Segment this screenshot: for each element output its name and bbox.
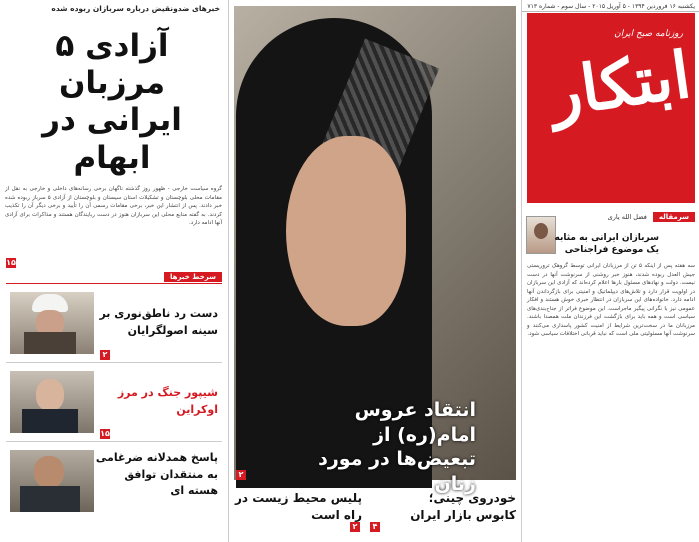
main-headline[interactable]: آزادی ۵ مرزبان ایرانی در ابهام (42, 28, 182, 176)
news-item[interactable] (6, 288, 222, 363)
face-shape (36, 379, 64, 411)
news-thumbnail (10, 450, 94, 512)
story-chinese-cars[interactable]: خودروی چینی؛ کابوس بازار ایران (410, 491, 516, 522)
news-section-bar (6, 272, 222, 284)
dateline: یکشنبه ۱۶ فروردین ۱۳۹۴ - ۵ آوریل ۲۰۱۵ - سال سوم - شماره ۷۱۳ (522, 0, 699, 12)
news-title[interactable]: دست رد ناطق‌نوری بر سینه اصولگرایان (99, 307, 218, 337)
middle-column (230, 0, 520, 542)
masthead-tagline: روزنامه صبح ایران (614, 29, 683, 39)
news-title[interactable]: پاسخ همدلانه ضرغامی به منتقدان توافق هسته ای (95, 451, 218, 497)
page-number-tag: ۱۵ (6, 258, 16, 267)
news-item[interactable] (6, 446, 222, 521)
cover-photo[interactable] (234, 6, 516, 496)
news-thumbnail (10, 292, 94, 354)
page-number-tag: ۱۵ (100, 429, 110, 438)
robe-shape (24, 332, 76, 354)
editorial-title[interactable]: سربازان ایرانی به مثابه یک موضوع فراجناحی (554, 233, 659, 256)
photo-face (286, 136, 406, 326)
editorial-author: فضل الله یاری (607, 213, 647, 221)
page-number-tag: ۴ (370, 522, 380, 532)
masthead (527, 13, 695, 203)
page-number-tag: ۲ (236, 470, 246, 480)
suit-shape (20, 486, 80, 512)
story-environment-police[interactable]: پلیس محیط زیست در راه است (234, 491, 362, 522)
masthead-logo: ابتکار (545, 37, 696, 132)
page-number-tag: ۲ (350, 522, 360, 532)
news-title[interactable]: شیپور جنگ در مرز اوکراین (117, 386, 218, 416)
news-thumbnail (10, 371, 94, 433)
lead-text: گروه سیاست خارجی - ظهور روز گذشته ناگهان برخی رسانه‌های داخلی و خارجی به نقل از مقامات محلی بلوچستان و تشکیلات استان سیستان و بلوچستان از آزادی ۵ سرباز ربوده شده خبر دادند. پس از انتشار این خبر، برخی مقامات رسمی آن را تأیید و برخی دیگر آن را تکذیب کردند. به گفته منابع محلی این سربازان هنوز در دست ربایندگان هستند و مذاکرات برای آزادی آنها ادامه دارد. (5, 186, 222, 227)
photo-caption[interactable]: انتقاد عروس امام(ره) از تبعیض‌ها در مورد زنان (318, 399, 476, 496)
editorial-label: سرمقاله (653, 212, 695, 222)
face-shape (34, 456, 64, 488)
suit-shape (22, 409, 78, 433)
news-item[interactable] (6, 367, 222, 442)
headline-kicker: خبرهای ضدونقیض درباره سربازان ربوده شده (51, 4, 220, 13)
right-column (521, 0, 699, 542)
page-number-tag: ۲ (100, 350, 110, 360)
section-label: سرخط خبرها (164, 272, 222, 282)
editorial-body: سه هفته پس از اینکه ۵ تن از مرزبانان ایرانی توسط گروهک تروریستی جیش العدل ربوده شدند، هنوز خبر روشنی از سرنوشت آنها در دست نیست. دولت و نهادهای مسئول بارها اعلام کرده‌اند که آزادی این سربازان در اولویت قرار دارد و تلاش‌های دیپلماتیک و امنیتی برای بازگرداندن آنها ادامه دارد. خانواده‌های این سربازان در انتظار خبری خوش هستند و افکار عمومی نیز با نگرانی پیگیر ماجراست. این موضوع فراتر از جناح‌بندی‌های سیاسی است و همه باید برای بازگشت این فرزندان ملت همصدا باشند. مرزبانان ما در سخت‌ترین شرایط از امنیت کشور پاسداری می‌کنند و سرنوشت آنها مسئولیتی ملی است که نباید قربانی اختلافات سیاسی شود. (527, 263, 695, 338)
left-column (0, 0, 229, 542)
